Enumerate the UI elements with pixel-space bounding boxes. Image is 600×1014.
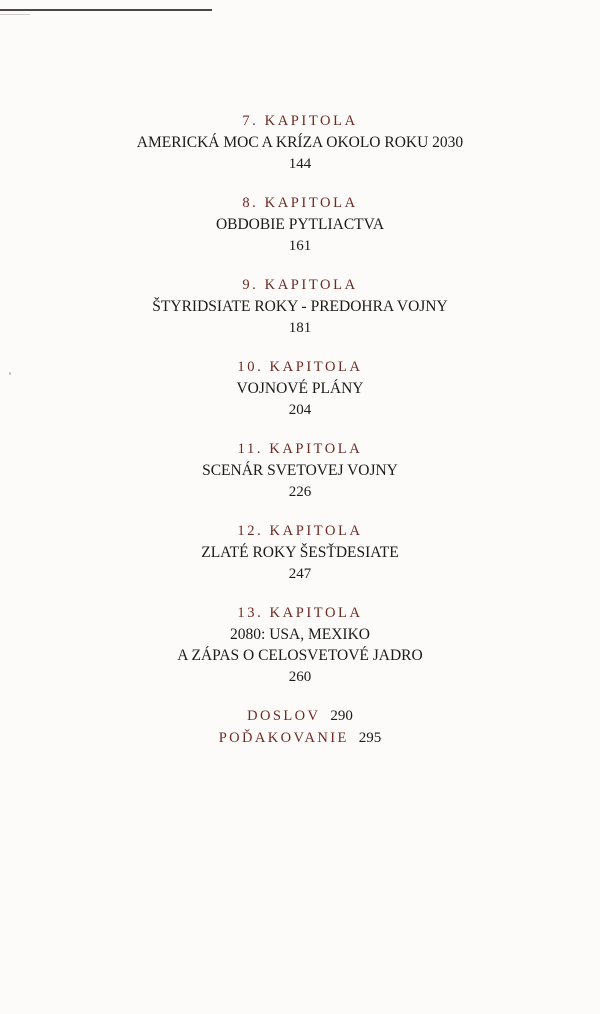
chapter-page-number: 204 <box>288 402 312 418</box>
table-of-contents <box>0 110 600 749</box>
chapter-heading: 9. KAPITOLA <box>242 277 358 293</box>
chapter-title: ZLATÉ ROKY ŠESŤDESIATE <box>201 544 399 561</box>
chapter-page-number: 226 <box>288 484 312 500</box>
chapter-page-number: 181 <box>288 320 312 336</box>
toc-chapter-8[interactable] <box>0 192 600 257</box>
chapter-title-line-1: 2080: USA, MEXIKO <box>230 626 370 643</box>
chapter-heading: 11. KAPITOLA <box>237 441 363 457</box>
backmatter-label: DOSLOV <box>247 708 321 724</box>
chapter-title: AMERICKÁ MOC A KRÍZA OKOLO ROKU 2030 <box>136 134 464 151</box>
backmatter-list <box>0 705 600 749</box>
toc-chapter-10[interactable] <box>0 356 600 421</box>
chapter-heading: 13. KAPITOLA <box>237 605 363 621</box>
backmatter-page-number: 290 <box>330 708 353 724</box>
chapter-title: VOJNOVÉ PLÁNY <box>236 380 364 397</box>
chapter-page-number: 260 <box>288 669 312 685</box>
toc-chapter-12[interactable] <box>0 520 600 585</box>
toc-podakovanie[interactable] <box>0 727 600 749</box>
chapter-page-number: 161 <box>288 238 312 254</box>
toc-chapter-11[interactable] <box>0 438 600 503</box>
top-rule <box>0 9 212 11</box>
backmatter-page-number: 295 <box>358 730 382 746</box>
chapter-heading: 7. KAPITOLA <box>242 113 358 129</box>
chapter-heading: 10. KAPITOLA <box>237 359 363 375</box>
top-rule-faint <box>0 14 30 15</box>
chapter-page-number: 144 <box>288 156 312 172</box>
chapter-title: ŠTYRIDSIATE ROKY - PREDOHRA VOJNY <box>152 298 448 315</box>
toc-chapter-9[interactable] <box>0 274 600 339</box>
toc-chapter-13[interactable] <box>0 602 600 688</box>
chapter-heading: 12. KAPITOLA <box>237 523 363 539</box>
chapter-title-line-2: A ZÁPAS O CELOSVETOVÉ JADRO <box>177 647 423 664</box>
backmatter-label: POĎAKOVANIE <box>218 730 349 746</box>
chapter-heading: 8. KAPITOLA <box>242 195 358 211</box>
chapter-title: SCENÁR SVETOVEJ VOJNY <box>202 462 398 479</box>
chapter-title: OBDOBIE PYTLIACTVA <box>215 216 385 233</box>
chapter-page-number: 247 <box>288 566 312 582</box>
toc-doslov[interactable] <box>0 705 600 727</box>
toc-chapter-7[interactable] <box>0 110 600 175</box>
